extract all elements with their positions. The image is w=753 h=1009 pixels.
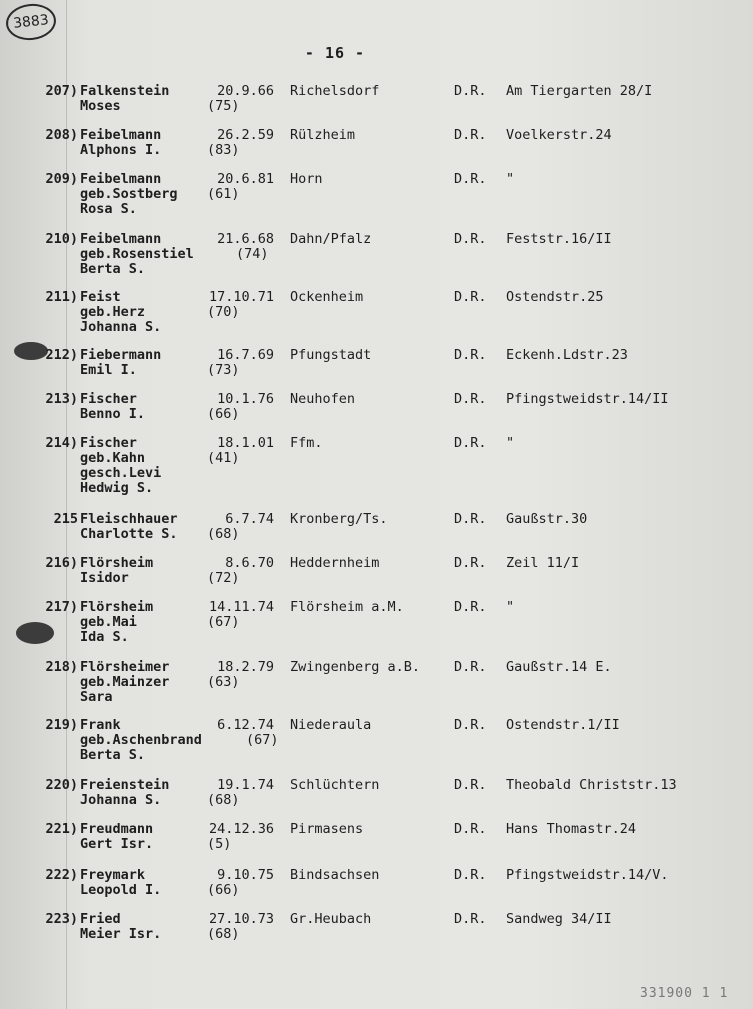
entry-number: 209) — [45, 171, 78, 187]
name-line: Johanna S. — [80, 319, 162, 335]
name-line: Flörsheim — [80, 555, 154, 571]
name-line: geb.Mainzer — [80, 674, 170, 690]
name-line: Frank — [80, 717, 121, 733]
nationality: D.R. — [454, 821, 487, 837]
name-line: Feibelmann — [80, 171, 162, 187]
name-line: geb.Mai — [80, 614, 137, 630]
name-line: Johanna S. — [80, 792, 162, 808]
name-line: Feibelmann — [80, 231, 162, 247]
archive-number-stamp: 3883 — [4, 1, 57, 42]
birth-place: Ockenheim — [290, 289, 364, 305]
entry-number: 212) — [45, 347, 78, 363]
birth-place: Rülzheim — [290, 127, 356, 143]
nationality: D.R. — [454, 777, 487, 793]
name-line: Freudmann — [80, 821, 154, 837]
address: Gaußstr.30 — [506, 511, 588, 527]
name-line: Fischer — [80, 391, 137, 407]
name-line: geb.Rosenstiel — [80, 246, 194, 262]
age: (68) — [207, 792, 240, 808]
address: Voelkerstr.24 — [506, 127, 612, 143]
birth-place: Dahn/Pfalz — [290, 231, 372, 247]
entry-number: 218) — [45, 659, 78, 675]
age: (63) — [207, 674, 240, 690]
entry-number: 213) — [45, 391, 78, 407]
address: " — [506, 435, 515, 451]
birth-date: 18.1.01 — [217, 435, 274, 451]
entry-number: 207) — [45, 83, 78, 99]
nationality: D.R. — [454, 555, 487, 571]
nationality: D.R. — [454, 347, 487, 363]
birth-date: 8.6.70 — [225, 555, 274, 571]
address: Zeil 11/I — [506, 555, 580, 571]
birth-place: Richelsdorf — [290, 83, 380, 99]
birth-place: Pirmasens — [290, 821, 364, 837]
birth-place: Ffm. — [290, 435, 323, 451]
name-line: Alphons I. — [80, 142, 162, 158]
entry-name — [80, 290, 161, 335]
address: Pfingstweidstr.14/II — [506, 391, 669, 407]
entry-number: 208) — [45, 127, 78, 143]
address: Ostendstr.25 — [506, 289, 604, 305]
entry-name — [80, 128, 161, 158]
address: Gaußstr.14 E. — [506, 659, 612, 675]
age: (70) — [207, 304, 240, 320]
entry-name — [80, 822, 153, 852]
name-line: Freymark — [80, 867, 146, 883]
name-line: Hedwig S. — [80, 480, 154, 496]
entry-name — [80, 778, 169, 808]
nationality: D.R. — [454, 511, 487, 527]
entry-name — [80, 172, 178, 217]
name-line: Fried — [80, 911, 121, 927]
entry-name — [80, 718, 202, 763]
birth-place: Schlüchtern — [290, 777, 380, 793]
birth-date: 21.6.68 — [217, 231, 274, 247]
birth-place: Flörsheim a.M. — [290, 599, 404, 615]
entry-number: 215 — [53, 511, 78, 527]
list-item — [0, 600, 753, 660]
nationality: D.R. — [454, 231, 487, 247]
birth-date: 24.12.36 — [208, 821, 274, 837]
birth-date: 20.6.81 — [217, 171, 274, 187]
entry-number: 214) — [45, 435, 78, 451]
address: Sandweg 34/II — [506, 911, 612, 927]
entry-name — [80, 556, 153, 586]
age: (66) — [207, 406, 240, 422]
entry-number: 221) — [45, 821, 78, 837]
entry-name — [80, 660, 169, 705]
nationality: D.R. — [454, 659, 487, 675]
address: " — [506, 171, 515, 187]
nationality: D.R. — [454, 717, 487, 733]
birth-date: 9.10.75 — [217, 867, 274, 883]
birth-date: 17.10.71 — [208, 289, 274, 305]
age: (67) — [246, 732, 279, 748]
birth-place: Zwingenberg a.B. — [290, 659, 421, 675]
nationality: D.R. — [454, 289, 487, 305]
birth-date: 10.1.76 — [217, 391, 274, 407]
name-line: Berta S. — [80, 261, 146, 277]
age: (61) — [207, 186, 240, 202]
name-line: geb.Aschenbrand — [80, 732, 202, 748]
address: Ostendstr.1/II — [506, 717, 620, 733]
name-line: Ida S. — [80, 629, 129, 645]
address: Am Tiergarten 28/I — [506, 83, 653, 99]
nationality: D.R. — [454, 127, 487, 143]
birth-place: Kronberg/Ts. — [290, 511, 388, 527]
name-line: Sara — [80, 689, 113, 705]
name-line: Rosa S. — [80, 201, 137, 217]
address: Pfingstweidstr.14/V. — [506, 867, 669, 883]
name-line: gesch.Levi — [80, 465, 162, 481]
name-line: Flörsheimer — [80, 659, 170, 675]
address: Eckenh.Ldstr.23 — [506, 347, 628, 363]
list-item — [0, 660, 753, 720]
list-item — [0, 290, 753, 350]
name-line: Berta S. — [80, 747, 146, 763]
page-number: - 16 - — [304, 44, 366, 62]
age: (68) — [207, 526, 240, 542]
nationality: D.R. — [454, 391, 487, 407]
entry-number: 216) — [45, 555, 78, 571]
age: (75) — [207, 98, 240, 114]
entry-name — [80, 348, 161, 378]
name-line: Charlotte S. — [80, 526, 178, 542]
name-line: geb.Herz — [80, 304, 146, 320]
footer-mark: 331900 1 1 — [640, 986, 729, 1001]
nationality: D.R. — [454, 435, 487, 451]
nationality: D.R. — [454, 83, 487, 99]
name-line: Isidor — [80, 570, 129, 586]
name-line: Falkenstein — [80, 83, 170, 99]
birth-place: Gr.Heubach — [290, 911, 372, 927]
entry-number: 222) — [45, 867, 78, 883]
name-line: geb.Kahn — [80, 450, 146, 466]
age: (67) — [207, 614, 240, 630]
nationality: D.R. — [454, 599, 487, 615]
birth-place: Neuhofen — [290, 391, 356, 407]
name-line: Gert Isr. — [80, 836, 154, 852]
list-item — [0, 436, 753, 496]
birth-date: 26.2.59 — [217, 127, 274, 143]
entry-name — [80, 436, 161, 496]
birth-date: 14.11.74 — [208, 599, 274, 615]
entry-number: 211) — [45, 289, 78, 305]
age: (5) — [207, 836, 232, 852]
birth-place: Bindsachsen — [290, 867, 380, 883]
name-line: Fleischhauer — [80, 511, 178, 527]
birth-date: 6.7.74 — [225, 511, 274, 527]
name-line: Freienstein — [80, 777, 170, 793]
entry-name — [80, 600, 153, 645]
list-item — [0, 718, 753, 778]
entry-number: 223) — [45, 911, 78, 927]
name-line: Emil I. — [80, 362, 137, 378]
list-item — [0, 232, 753, 292]
entry-name — [80, 868, 161, 898]
entry-number: 210) — [45, 231, 78, 247]
birth-date: 18.2.79 — [217, 659, 274, 675]
birth-place: Niederaula — [290, 717, 372, 733]
nationality: D.R. — [454, 171, 487, 187]
age: (83) — [207, 142, 240, 158]
entry-name — [80, 512, 178, 542]
birth-date: 20.9.66 — [217, 83, 274, 99]
address: Theobald Christstr.13 — [506, 777, 677, 793]
entry-name — [80, 232, 194, 277]
age: (68) — [207, 926, 240, 942]
age: (66) — [207, 882, 240, 898]
name-line: geb.Sostberg — [80, 186, 178, 202]
address: Hans Thomastr.24 — [506, 821, 637, 837]
address: Feststr.16/II — [506, 231, 612, 247]
entry-name — [80, 912, 161, 942]
birth-place: Horn — [290, 171, 323, 187]
birth-place: Pfungstadt — [290, 347, 372, 363]
entry-number: 219) — [45, 717, 78, 733]
age: (72) — [207, 570, 240, 586]
entry-number: 220) — [45, 777, 78, 793]
name-line: Fischer — [80, 435, 137, 451]
birth-place: Heddernheim — [290, 555, 380, 571]
address: " — [506, 599, 515, 615]
name-line: Feibelmann — [80, 127, 162, 143]
list-item — [0, 912, 753, 972]
name-line: Leopold I. — [80, 882, 162, 898]
entry-name — [80, 392, 145, 422]
age: (74) — [236, 246, 269, 262]
nationality: D.R. — [454, 867, 487, 883]
name-line: Moses — [80, 98, 121, 114]
age: (73) — [207, 362, 240, 378]
entry-name — [80, 84, 169, 114]
entry-number: 217) — [45, 599, 78, 615]
name-line: Benno I. — [80, 406, 146, 422]
birth-date: 19.1.74 — [217, 777, 274, 793]
name-line: Fiebermann — [80, 347, 162, 363]
name-line: Meier Isr. — [80, 926, 162, 942]
name-line: Flörsheim — [80, 599, 154, 615]
name-line: Feist — [80, 289, 121, 305]
birth-date: 16.7.69 — [217, 347, 274, 363]
list-item — [0, 172, 753, 232]
nationality: D.R. — [454, 911, 487, 927]
birth-date: 6.12.74 — [217, 717, 274, 733]
age: (41) — [207, 450, 240, 466]
birth-date: 27.10.73 — [208, 911, 274, 927]
